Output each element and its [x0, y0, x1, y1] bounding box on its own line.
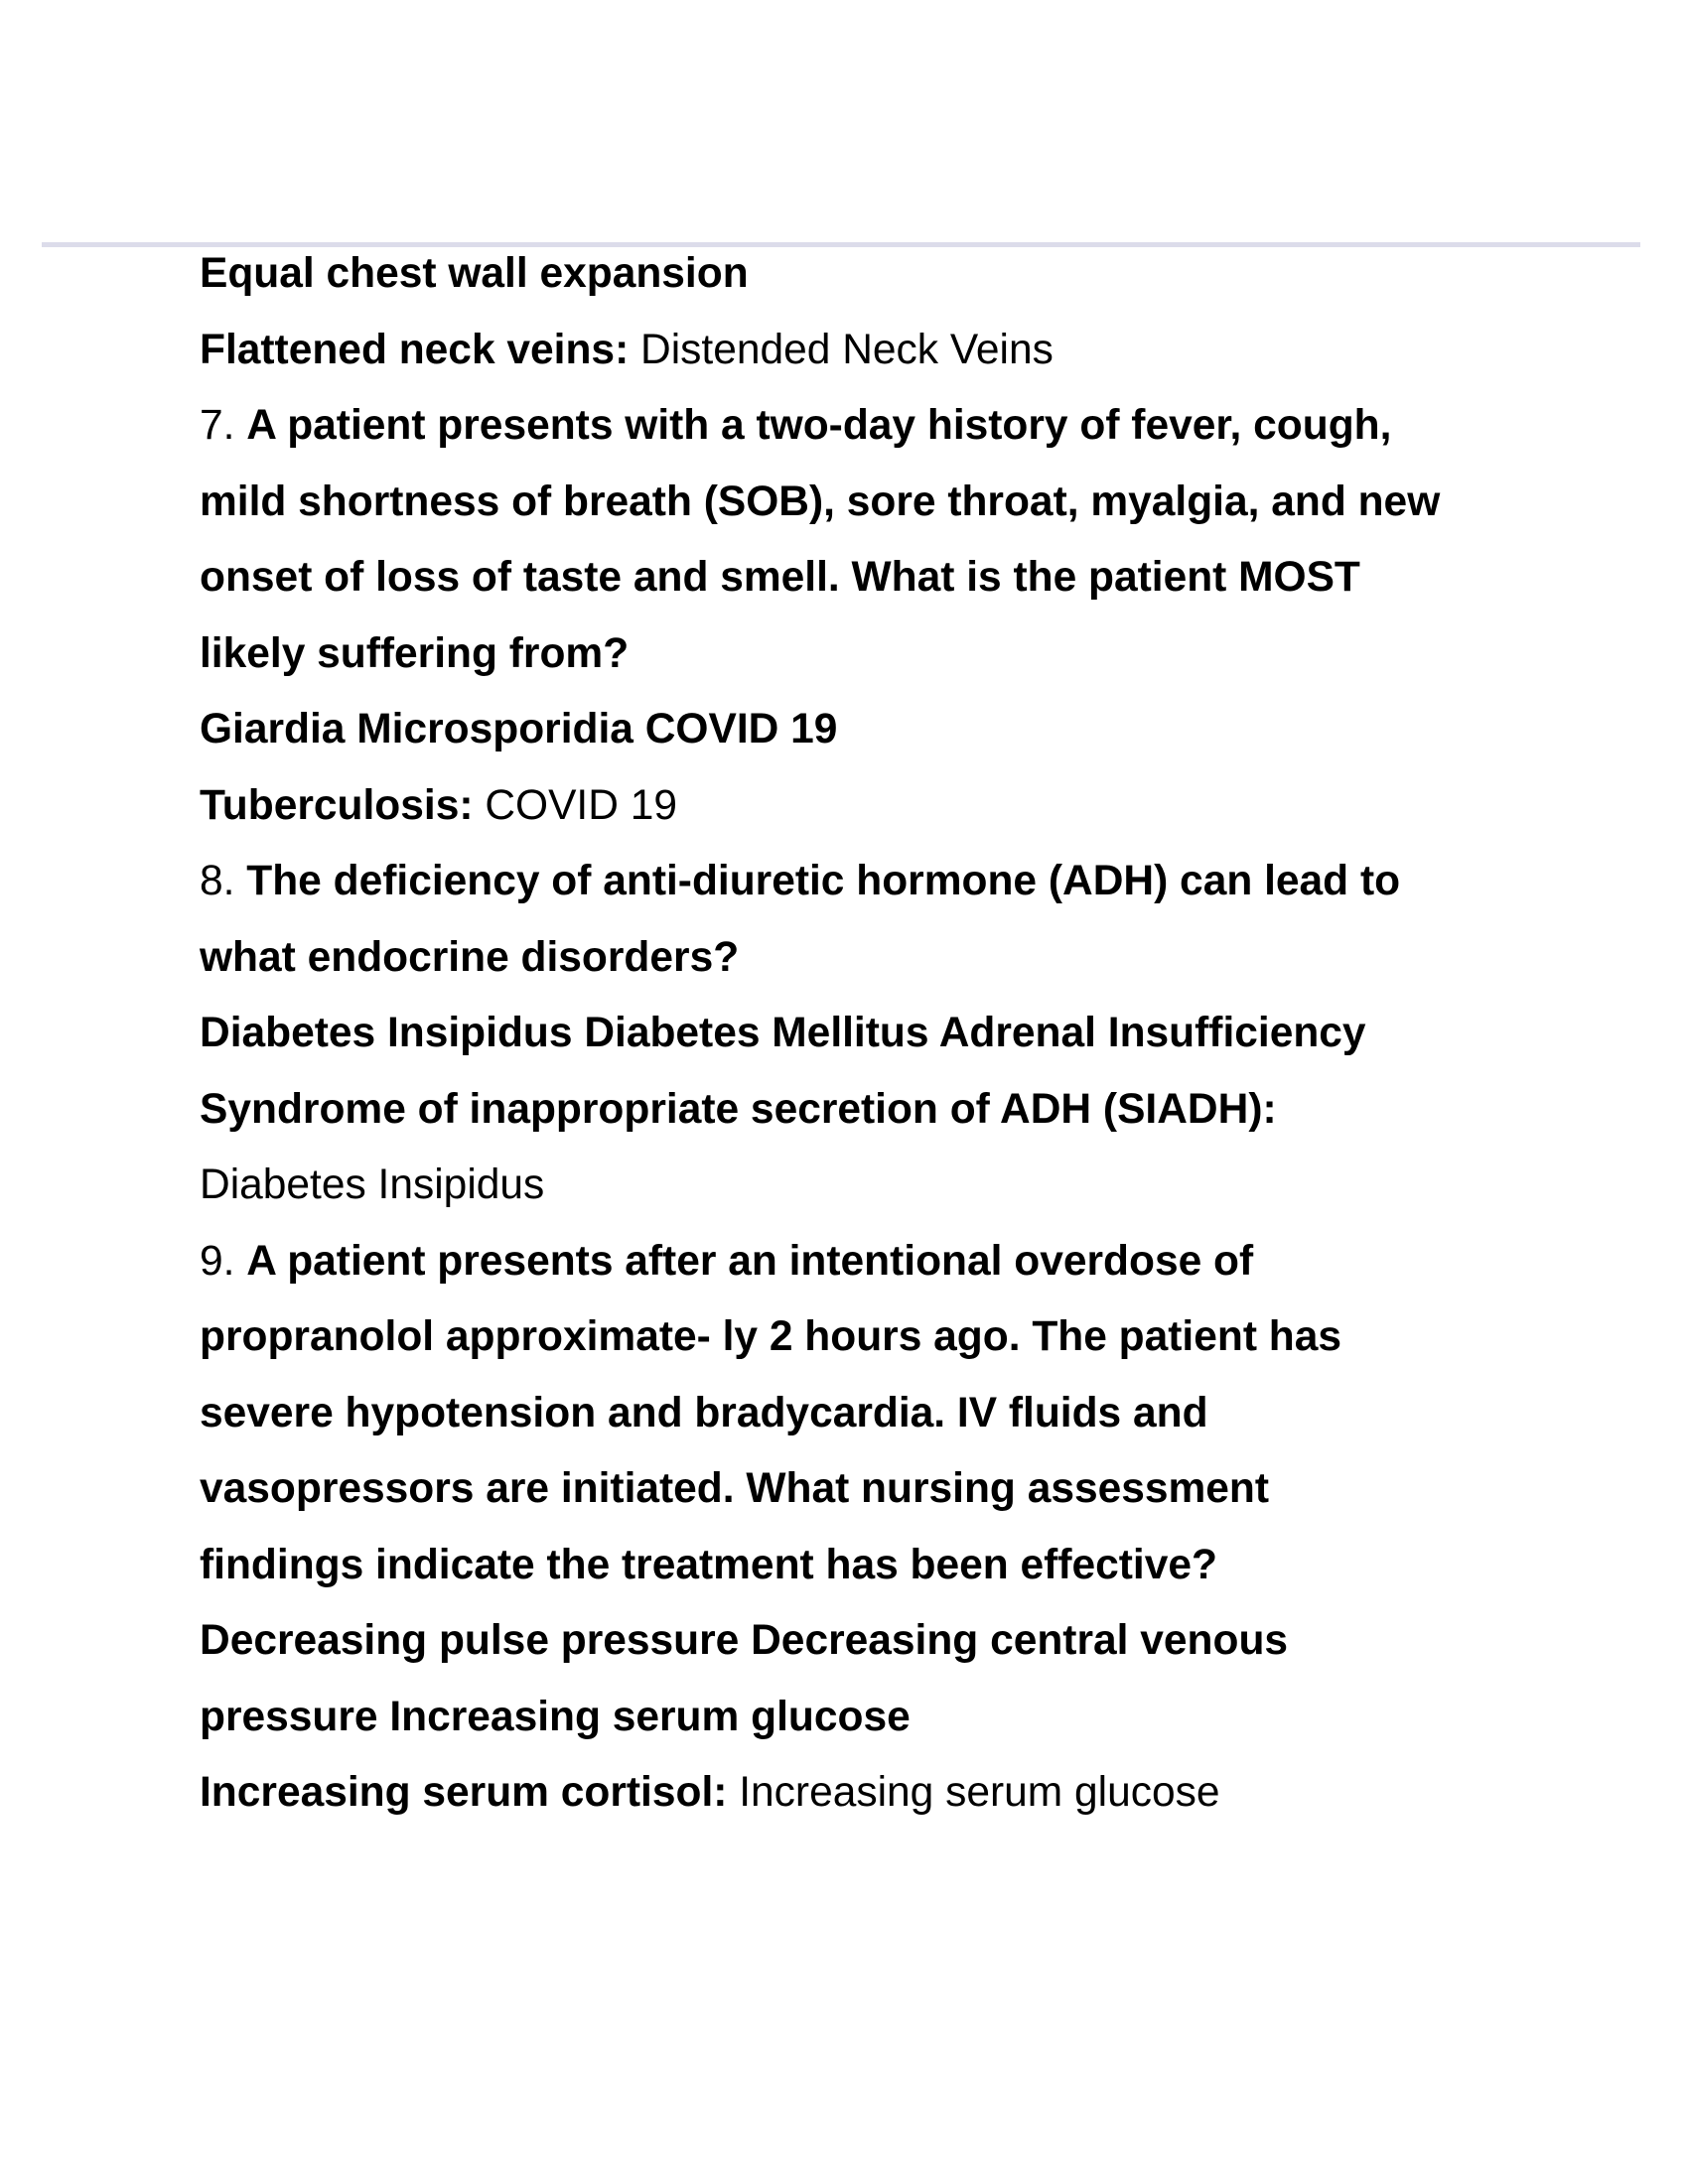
- q8-last-option-line: [200, 1072, 1550, 1149]
- q9-question-text: findings indicate the treatment has been effective?: [200, 1541, 1217, 1588]
- q6-option-line: [200, 236, 1550, 313]
- q7-number: 7.: [200, 402, 235, 449]
- q7-question-line: [200, 540, 1550, 616]
- q6-answer-line: [200, 313, 1550, 389]
- q9-options-text: pressure Increasing serum glucose: [200, 1693, 911, 1740]
- q6-last-option: Flattened neck veins:: [200, 326, 630, 373]
- q9-options-line: [200, 1603, 1550, 1680]
- q9-options-line: [200, 1680, 1550, 1756]
- q9-question-text: propranolol approximate- ly 2 hours ago. The patient has: [200, 1313, 1342, 1360]
- q9-question-line: [200, 1299, 1550, 1376]
- q7-question-line: [200, 388, 1550, 465]
- q9-answer-line: [200, 1755, 1550, 1832]
- q9-question-text: vasopressors are initiated. What nursing assessment: [200, 1465, 1270, 1512]
- q7-question-line: [200, 465, 1550, 541]
- q7-answer-line: [200, 768, 1550, 845]
- q7-answer: COVID 19: [485, 781, 678, 829]
- q6-answer: Distended Neck Veins: [640, 326, 1054, 373]
- q7-question-text: mild shortness of breath (SOB), sore throat, myalgia, and new: [200, 478, 1441, 525]
- q9-answer: Increasing serum glucose: [739, 1769, 1220, 1816]
- q9-question-line: [200, 1528, 1550, 1604]
- q9-question-text: severe hypotension and bradycardia. IV fluids and: [200, 1389, 1208, 1436]
- q7-options-line: [200, 692, 1550, 768]
- q8-last-option: Syndrome of inappropriate secretion of ADH (SIADH):: [200, 1085, 1277, 1133]
- q8-number: 8.: [200, 858, 235, 904]
- document-body: [200, 236, 1550, 1832]
- q8-question-line: [200, 844, 1550, 920]
- q7-options-text: Giardia Microsporidia COVID 19: [200, 706, 838, 752]
- q8-options-text: Diabetes Insipidus Diabetes Mellitus Adrenal Insufficiency: [200, 1010, 1366, 1056]
- q9-number: 9.: [200, 1237, 235, 1285]
- q6-option-text: Equal chest wall expansion: [200, 250, 749, 297]
- q7-question-text: A patient presents with a two-day history of fever, cough,: [246, 402, 1392, 449]
- q7-question-line: [200, 616, 1550, 693]
- q9-question-line: [200, 1451, 1550, 1528]
- q7-last-option: Tuberculosis:: [200, 781, 474, 829]
- q7-question-text: onset of loss of taste and smell. What is the patient MOST: [200, 554, 1360, 601]
- q8-question-text: what endocrine disorders?: [200, 933, 740, 981]
- q8-options-line: [200, 996, 1550, 1072]
- q9-options-text: Decreasing pulse pressure Decreasing central venous: [200, 1617, 1289, 1664]
- q9-question-text: A patient presents after an intentional overdose of: [246, 1237, 1254, 1285]
- q8-answer: Diabetes Insipidus: [200, 1161, 545, 1208]
- q9-question-line: [200, 1376, 1550, 1452]
- q9-last-option: Increasing serum cortisol:: [200, 1769, 728, 1816]
- q8-answer-line: [200, 1148, 1550, 1224]
- q8-question-text: The deficiency of anti-diuretic hormone (ADH) can lead to: [246, 858, 1401, 904]
- q7-question-text: likely suffering from?: [200, 629, 630, 677]
- q9-question-line: [200, 1224, 1550, 1300]
- q8-question-line: [200, 920, 1550, 997]
